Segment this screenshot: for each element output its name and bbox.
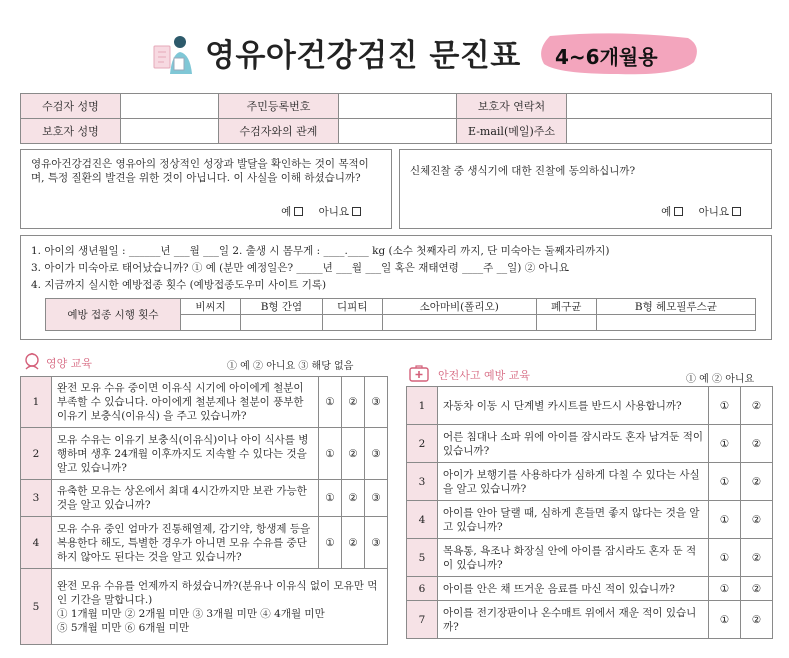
nutrition-3-option-1[interactable]: ① [319, 480, 342, 517]
field-resident-number[interactable] [339, 94, 457, 119]
safety-table [406, 386, 773, 639]
table-row [21, 569, 388, 645]
safety-question-6: 아이를 안은 채 뜨거운 음료를 마신 적이 있습니까? [438, 577, 709, 601]
table-row [21, 517, 388, 569]
label-patient-name: 수검자 성명 [21, 94, 121, 119]
field-guardian-name[interactable] [121, 119, 219, 144]
table-row [407, 577, 773, 601]
age-badge: 4~6개월용 [555, 45, 658, 69]
question-vaccination: 4. 지금까지 실시한 예방접종 횟수 (예방접종도우미 사이트 기록) [31, 279, 327, 291]
table-row [407, 463, 773, 501]
label-guardian-phone: 보호자 연락처 [457, 94, 567, 119]
vaccine-polio: 소아마비(폴리오) [382, 299, 536, 315]
field-email[interactable] [567, 119, 772, 144]
nutrition-1-option-2[interactable]: ② [342, 377, 365, 428]
consent-genital-yes-label: 예 [661, 206, 672, 218]
safety-4-option-2[interactable]: ② [741, 501, 773, 539]
safety-question-3: 아이가 보행기를 사용하다가 심하게 다칠 수 있다는 사실을 알고 있습니까? [438, 463, 709, 501]
consent-genital-text: 신체진찰 중 생식기에 대한 진찰에 동의하십니까? [410, 165, 636, 177]
consent-checkup-text: 영유아건강검진은 영유아의 정상적인 성장과 발달을 확인하는 것이 목적이며, 특정 질환의 발견을 위한 것이 아닙니다. 이 사실을 이해 하셨습니까? [31, 158, 369, 184]
nutrition-4-option-1[interactable]: ① [319, 517, 342, 569]
safety-num-5: 5 [407, 539, 438, 577]
vaccine-hib-count[interactable] [596, 315, 755, 331]
nutrition-num-1: 1 [21, 377, 52, 428]
consent-genital-no-checkbox[interactable] [732, 207, 741, 216]
question-birth-weight: 1. 아이의 생년월일 : ______년 ___월 ___일 2. 출생 시 몸무게 : ____.____ kg (소수 첫째자리 까지, 단 미숙아는 둘째자리까지) [31, 245, 610, 257]
nutrition-question-3: 유축한 모유는 상온에서 최대 4시간까지만 보관 가능한 것을 알고 있습니까? [52, 480, 319, 517]
vaccine-dtp-count[interactable] [322, 315, 382, 331]
nutrition-num-5: 5 [21, 569, 52, 645]
vaccine-hepb: B형 간염 [241, 299, 322, 315]
field-patient-name[interactable] [121, 94, 219, 119]
nutrition-legend: ① 예 ② 아니요 ③ 해당 없음 [227, 361, 354, 372]
first-aid-kit-icon [409, 364, 429, 382]
nutrition-table [20, 376, 388, 645]
table-row [407, 601, 773, 639]
safety-question-1: 자동차 이동 시 단계별 카시트를 반드시 사용합니까? [438, 387, 709, 425]
consent-checkup-purpose [20, 149, 392, 229]
nutrition-question-4: 모유 수유 중인 엄마가 진통해열제, 감기약, 항생제 등을 복용한다 해도, 특별한 경우가 아니면 모유 수유를 중단하지 않아도 된다는 것을 알고 있습니까? [52, 517, 319, 569]
nutrition-5-choices-line1[interactable]: ① 1개월 미만 ② 2개월 미만 ③ 3개월 미만 ④ 4개월 미만 [57, 607, 325, 620]
safety-1-option-2[interactable]: ② [741, 387, 773, 425]
page-title: 영유아건강검진 문진표 [205, 38, 521, 74]
label-email: E-mail(메일)주소 [457, 119, 567, 144]
table-row [407, 501, 773, 539]
nutrition-section-title: 영양 교육 [46, 357, 93, 370]
nutrition-num-3: 3 [21, 480, 52, 517]
consent-checkup-yes-label: 예 [281, 206, 292, 218]
baby-face-icon [22, 352, 42, 370]
label-guardian-name: 보호자 성명 [21, 119, 121, 144]
consent-checkup-yes-checkbox[interactable] [294, 207, 303, 216]
doctor-with-clipboard-icon [150, 32, 196, 78]
safety-7-option-2[interactable]: ② [741, 601, 773, 639]
vaccine-dtp: 디피티 [322, 299, 382, 315]
patient-info-table [20, 93, 772, 144]
safety-num-3: 3 [407, 463, 438, 501]
vaccine-bcg-count[interactable] [181, 315, 241, 331]
nutrition-4-option-2[interactable]: ② [342, 517, 365, 569]
nutrition-question-2: 모유 수유는 이유기 보충식(이유식)이나 아이 식사를 병행하며 생후 24개월 이후까지도 지속할 수 있다는 것을 알고 있습니까? [52, 428, 319, 480]
nutrition-2-option-1[interactable]: ① [319, 428, 342, 480]
safety-num-2: 2 [407, 425, 438, 463]
nutrition-4-option-3[interactable]: ③ [365, 517, 388, 569]
safety-num-1: 1 [407, 387, 438, 425]
nutrition-5-choices-line2[interactable]: ⑤ 5개월 미만 ⑥ 6개월 미만 [57, 621, 190, 634]
safety-question-7: 아이를 전기장판이나 온수매트 위에서 재운 적이 있습니까? [438, 601, 709, 639]
safety-num-7: 7 [407, 601, 438, 639]
vaccine-bcg: 비씨지 [181, 299, 241, 315]
safety-section-title: 안전사고 예방 교육 [438, 369, 531, 382]
safety-5-option-1[interactable]: ① [709, 539, 741, 577]
safety-7-option-1[interactable]: ① [709, 601, 741, 639]
field-relationship[interactable] [339, 119, 457, 144]
safety-question-5: 목욕통, 욕조나 화장실 안에 아이를 잠시라도 혼자 둔 적이 있습니까? [438, 539, 709, 577]
nutrition-num-4: 4 [21, 517, 52, 569]
vaccination-table [45, 298, 756, 331]
nutrition-num-2: 2 [21, 428, 52, 480]
vaccine-pcv-count[interactable] [536, 315, 596, 331]
safety-3-option-2[interactable]: ② [741, 463, 773, 501]
vaccination-label: 예방 접종 시행 횟수 [46, 299, 181, 331]
nutrition-1-option-1[interactable]: ① [319, 377, 342, 428]
question-premature: 3. 아이가 미숙아로 태어났습니까? ① 예 (분만 예정일은? _____년 ___월 ___일 혹은 재태연령 ____주 __일) ② 아니요 [31, 262, 569, 274]
vaccine-hib: B형 헤모필루스균 [596, 299, 755, 315]
safety-num-6: 6 [407, 577, 438, 601]
safety-question-2: 어른 침대나 소파 위에 아이를 잠시라도 혼자 남겨둔 적이 있습니까? [438, 425, 709, 463]
field-guardian-phone[interactable] [567, 94, 772, 119]
table-row [21, 480, 388, 517]
consent-checkup-no-checkbox[interactable] [352, 207, 361, 216]
safety-4-option-1[interactable]: ① [709, 501, 741, 539]
safety-2-option-1[interactable]: ① [709, 425, 741, 463]
nutrition-question-5: 완전 모유 수유를 언제까지 하셨습니까?(분유나 이유식 없이 모유만 먹인 기간을 말합니다.) [57, 579, 378, 606]
vaccine-pcv: 폐구균 [536, 299, 596, 315]
label-relationship: 수검자와의 관계 [219, 119, 339, 144]
safety-question-4: 아이를 안아 달랠 때, 심하게 흔들면 좋지 않다는 것을 알고 있습니까? [438, 501, 709, 539]
table-row [21, 377, 388, 428]
safety-6-option-1[interactable]: ① [709, 577, 741, 601]
safety-legend: ① 예 ② 아니요 [686, 374, 755, 385]
table-row [407, 387, 773, 425]
nutrition-3-option-3[interactable]: ③ [365, 480, 388, 517]
nutrition-3-option-2[interactable]: ② [342, 480, 365, 517]
vaccine-hepb-count[interactable] [241, 315, 322, 331]
nutrition-2-option-2[interactable]: ② [342, 428, 365, 480]
vaccine-polio-count[interactable] [382, 315, 536, 331]
nutrition-question-1: 완전 모유 수유 중이면 이유식 시기에 아이에게 철분이 부족할 수 있습니다. 아이에게 철분제나 철분이 풍부한 이유기 보충식(이유식) 을 주고 있습니까? [52, 377, 319, 428]
safety-6-option-2[interactable]: ② [741, 577, 773, 601]
table-row [407, 539, 773, 577]
consent-genital-yes-checkbox[interactable] [674, 207, 683, 216]
safety-3-option-1[interactable]: ① [709, 463, 741, 501]
consent-genital-exam [399, 149, 772, 229]
consent-checkup-no-label: 아니요 [318, 206, 349, 218]
safety-num-4: 4 [407, 501, 438, 539]
table-row [407, 425, 773, 463]
nutrition-1-option-3[interactable]: ③ [365, 377, 388, 428]
safety-5-option-2[interactable]: ② [741, 539, 773, 577]
safety-1-option-1[interactable]: ① [709, 387, 741, 425]
label-resident-number: 주민등록번호 [219, 94, 339, 119]
table-row [21, 428, 388, 480]
consent-genital-no-label: 아니요 [698, 206, 729, 218]
nutrition-question-5-cell [52, 569, 388, 645]
safety-2-option-2[interactable]: ② [741, 425, 773, 463]
nutrition-2-option-3[interactable]: ③ [365, 428, 388, 480]
